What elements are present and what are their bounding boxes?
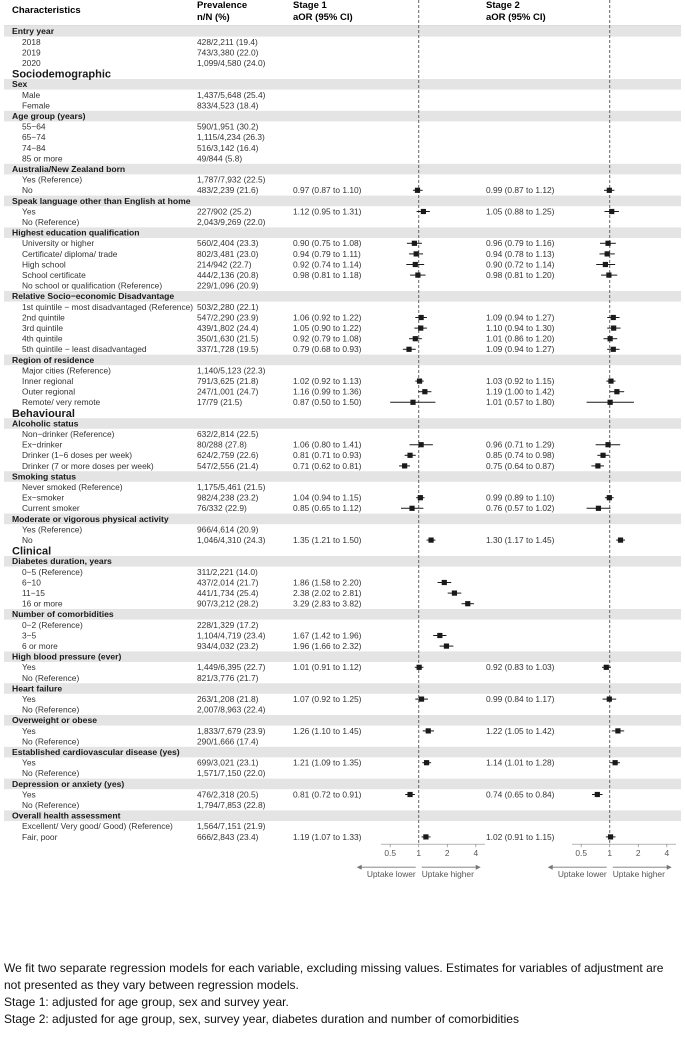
row-label: No (Reference) (22, 672, 80, 683)
prevalence-value: 632/2,814 (22.5) (197, 429, 259, 439)
stage2-point (618, 538, 623, 543)
stage2-aor-value: 1.09 (0.94 to 1.27) (486, 344, 555, 355)
stage1-point (422, 389, 427, 394)
prevalence-value: 476/2,318 (20.5) (197, 789, 259, 800)
prevalence-value: 2,043/9,269 (22.0) (197, 217, 266, 227)
row-label: Never smoked (Reference) (22, 482, 123, 492)
prevalence-value: 17/79 (21.5) (197, 397, 243, 408)
stage1-aor-value: 0.90 (0.75 to 1.08) (293, 238, 362, 249)
stage2-aor-value: 0.90 (0.72 to 1.14) (486, 259, 555, 270)
row-label: Female (22, 100, 50, 111)
stage2-point (611, 326, 616, 331)
row-label: Non−drinker (Reference) (22, 429, 115, 439)
stage1-aor-value: 0.98 (0.81 to 1.18) (293, 270, 362, 280)
stage1-tick-label: 2 (444, 848, 450, 859)
group-heading: Diabetes duration, years (12, 556, 112, 567)
group-heading: Number of comorbidities (12, 609, 114, 620)
row-label: Drinker (7 or more doses per week) (22, 460, 154, 471)
stage2-aor-value: 1.09 (0.94 to 1.27) (486, 312, 555, 323)
group-band (4, 683, 681, 694)
stage1-aor-value: 0.85 (0.65 to 1.12) (293, 503, 362, 514)
stage2-aor-value: 0.76 (0.57 to 1.02) (486, 503, 555, 514)
row-label: Yes (Reference) (22, 174, 83, 185)
stage2-point (608, 379, 613, 384)
stage2-point (614, 389, 619, 394)
stage1-point (414, 251, 419, 256)
stage1-aor-value: 1.86 (1.58 to 2.20) (293, 577, 362, 588)
stage2-aor-value: 1.01 (0.86 to 1.20) (486, 333, 555, 344)
prevalence-value: 1,833/7,679 (23.9) (197, 725, 266, 736)
prevalence-value: 1,449/6,395 (22.7) (197, 662, 266, 673)
stage1-point (406, 347, 411, 352)
stage2-point (605, 241, 610, 246)
stage2-point (607, 697, 612, 702)
section-heading: Clinical (12, 545, 52, 558)
stage2-aor-value: 0.99 (0.84 to 1.17) (486, 694, 555, 704)
prevalence-value: 1,437/5,648 (25.4) (197, 89, 266, 100)
row-label: 3rd quintile (22, 323, 63, 333)
stage1-point (413, 336, 418, 341)
group-heading: Heart failure (12, 683, 63, 694)
stage2-aor-value: 0.94 (0.78 to 1.13) (486, 248, 555, 259)
row-label: 0−5 (Reference) (22, 566, 83, 577)
stage1-arrowhead-higher (476, 865, 481, 870)
prevalence-value: 428/2,211 (19.4) (197, 36, 258, 47)
header-stage1-aor: aOR (95% CI) (293, 12, 353, 23)
stage2-aor-value: 1.14 (1.01 to 1.28) (486, 757, 555, 768)
stage2-aor-value: 1.03 (0.92 to 1.15) (486, 376, 555, 386)
stage2-aor-value: 0.98 (0.81 to 1.20) (486, 270, 555, 280)
stage2-aor-value: 0.92 (0.83 to 1.03) (486, 662, 555, 673)
row-label: School certificate (22, 270, 86, 280)
row-label: Male (22, 89, 41, 100)
header-stage2: Stage 2 (486, 0, 520, 11)
prevalence-value: 1,564/7,151 (21.9) (197, 821, 266, 832)
group-heading: High blood pressure (ever) (12, 651, 122, 662)
row-label: 11−15 (22, 588, 45, 598)
prevalence-value: 1,571/7,150 (22.0) (197, 768, 266, 779)
prevalence-value: 214/942 (22.7) (197, 259, 252, 270)
stage1-point (428, 538, 433, 543)
footnote-line-3: Stage 2: adjusted for age group, sex, survey year, diabetes duration and number of comorbidities (4, 1012, 519, 1026)
prevalence-value: 439/1,802 (24.4) (197, 323, 259, 333)
stage1-point (409, 506, 414, 511)
stage2-point (607, 188, 612, 193)
row-label: Inner regional (22, 376, 74, 386)
row-label: Yes (22, 725, 36, 736)
row-label: 55−64 (22, 121, 46, 132)
stage2-aor-value: 1.01 (0.57 to 1.80) (486, 397, 555, 408)
prevalence-value: 247/1,001 (24.7) (197, 386, 259, 397)
row-label: University or higher (22, 238, 95, 249)
stage2-tick-label: 0.5 (575, 848, 588, 859)
stage1-aor-value: 1.19 (1.07 to 1.33) (293, 831, 362, 842)
stage2-point (613, 760, 618, 765)
row-label: 74−84 (22, 142, 46, 153)
stage1-uptake-higher-label: Uptake higher (421, 869, 474, 880)
stage2-point (608, 834, 613, 839)
footnote (4, 960, 682, 1028)
row-label: Current smoker (22, 503, 80, 514)
footnote-line-2: Stage 1: adjusted for age group, sex and survey year. (4, 995, 289, 1009)
row-label: High school (22, 259, 66, 270)
group-heading: Speak language other than English at home (12, 195, 191, 206)
header-prevalence-unit: n/N (%) (197, 12, 230, 23)
row-label: No (Reference) (22, 800, 80, 810)
prevalence-value: 441/1,734 (25.4) (197, 588, 259, 598)
stage2-point (606, 273, 611, 278)
group-heading: Australia/New Zealand born (12, 164, 126, 174)
prevalence-value: 547/2,556 (21.4) (197, 460, 259, 471)
prevalence-value: 444/2,136 (20.8) (197, 270, 259, 280)
stage1-aor-value: 0.79 (0.68 to 0.93) (293, 344, 362, 355)
stage1-point (417, 665, 422, 670)
prevalence-value: 80/288 (27.8) (197, 439, 247, 450)
stage2-aor-value: 0.99 (0.89 to 1.10) (486, 492, 555, 503)
prevalence-value: 49/844 (5.8) (197, 153, 243, 164)
stage2-point (600, 453, 605, 458)
stage1-point (465, 601, 470, 606)
row-label: 2019 (22, 47, 41, 58)
section-heading: Behavioural (12, 407, 75, 420)
stage2-point (615, 728, 620, 733)
stage2-point (604, 665, 609, 670)
stage1-point (415, 273, 420, 278)
group-band (4, 471, 681, 482)
stage2-aor-value: 1.30 (1.17 to 1.45) (486, 535, 555, 545)
stage2-point (608, 336, 613, 341)
row-label: 1st quintile − most disadvantaged (Reference) (22, 301, 194, 312)
group-heading: Depression or anxiety (yes) (12, 778, 125, 789)
stage2-aor-value: 0.74 (0.65 to 0.84) (486, 789, 555, 800)
stage2-point (603, 262, 608, 267)
stage2-aor-value: 0.99 (0.87 to 1.12) (486, 185, 555, 196)
row-label: Yes (22, 789, 36, 800)
stage1-aor-value: 1.96 (1.66 to 2.32) (293, 641, 362, 651)
row-label: 2nd quintile (22, 312, 65, 323)
prevalence-value: 76/332 (22.9) (197, 503, 247, 514)
prevalence-value: 437/2,014 (21.7) (197, 577, 259, 588)
stage1-aor-value: 0.81 (0.72 to 0.91) (293, 789, 362, 800)
stage1-tick-label: 1 (416, 848, 422, 859)
row-label: Outer regional (22, 386, 76, 397)
stage1-aor-value: 1.67 (1.42 to 1.96) (293, 630, 362, 641)
row-label: Certificate/ diploma/ trade (22, 248, 118, 259)
prevalence-value: 743/3,380 (22.0) (197, 47, 259, 58)
group-heading: Established cardiovascular disease (yes) (12, 747, 180, 757)
prevalence-value: 1,099/4,580 (24.0) (197, 58, 266, 68)
stage2-arrowhead-lower (548, 865, 553, 870)
row-label: No school or qualification (Reference) (22, 280, 163, 291)
stage1-point (410, 400, 415, 405)
stage2-aor-value: 0.85 (0.74 to 0.98) (486, 450, 555, 461)
prevalence-value: 547/2,290 (23.9) (197, 312, 259, 323)
stage1-point (426, 728, 431, 733)
row-label: 0−2 (Reference) (22, 619, 83, 630)
prevalence-value: 311/2,221 (14.0) (197, 566, 258, 577)
row-label: 5th quintile − least disadvantaged (22, 344, 147, 355)
prevalence-value: 560/2,404 (23.3) (197, 238, 259, 249)
prevalence-value: 290/1,666 (17.4) (197, 736, 259, 747)
prevalence-value: 516/3,142 (16.4) (197, 142, 259, 153)
stage1-aor-value: 1.26 (1.10 to 1.45) (293, 725, 362, 736)
prevalence-value: 503/2,280 (22.1) (197, 301, 259, 312)
stage1-aor-value: 3.29 (2.83 to 3.82) (293, 598, 362, 609)
stage1-point (407, 453, 412, 458)
row-label: Yes (Reference) (22, 524, 83, 535)
stage1-point (407, 792, 412, 797)
stage1-aor-value: 0.97 (0.87 to 1.10) (293, 185, 362, 196)
stage1-point (423, 834, 428, 839)
group-heading: Overweight or obese (12, 715, 98, 726)
stage1-aor-value: 1.12 (0.95 to 1.31) (293, 206, 362, 217)
header-prevalence: Prevalence (197, 0, 248, 11)
prevalence-value: 1,046/4,310 (24.3) (197, 535, 266, 545)
row-label: Yes (22, 694, 36, 704)
prevalence-value: 982/4,238 (23.2) (197, 492, 259, 503)
header-characteristics: Characteristics (12, 5, 81, 16)
stage1-aor-value: 0.71 (0.62 to 0.81) (293, 460, 362, 471)
stage1-point (402, 463, 407, 468)
prevalence-value: 263/1,208 (21.8) (197, 694, 259, 704)
header-stage1: Stage 1 (293, 0, 327, 11)
stage2-point (605, 251, 610, 256)
prevalence-value: 350/1,630 (21.5) (197, 333, 259, 344)
stage1-point (419, 315, 424, 320)
row-label: Remote/ very remote (22, 397, 101, 408)
stage2-aor-value: 1.10 (0.94 to 1.30) (486, 323, 555, 333)
row-label: Ex−drinker (22, 439, 63, 450)
stage2-point (596, 506, 601, 511)
stage2-point (605, 442, 610, 447)
group-heading: Highest education qualification (12, 227, 140, 238)
stage2-tick-label: 1 (607, 848, 613, 859)
group-band (4, 418, 681, 429)
stage1-aor-value: 0.87 (0.50 to 1.50) (293, 397, 362, 408)
stage2-arrowhead-higher (667, 865, 672, 870)
row-label: No (Reference) (22, 217, 80, 227)
stage1-point (437, 633, 442, 638)
group-band (4, 111, 681, 122)
stage1-aor-value: 1.06 (0.80 to 1.41) (293, 439, 362, 450)
row-label: 65−74 (22, 132, 46, 143)
row-label: Excellent/ Very good/ Good) (Reference) (22, 821, 173, 832)
group-heading: Moderate or vigorous physical activity (12, 513, 169, 524)
prevalence-value: 802/3,481 (23.0) (197, 248, 259, 259)
group-heading: Overall health assessment (12, 810, 121, 821)
stage1-point (442, 580, 447, 585)
stage1-aor-value: 0.92 (0.79 to 1.08) (293, 333, 362, 344)
stage1-aor-value: 0.94 (0.79 to 1.11) (293, 248, 361, 259)
stage1-point (412, 241, 417, 246)
table-header (12, 0, 546, 23)
row-label: No (22, 535, 33, 545)
stage2-aor-value: 1.02 (0.91 to 1.15) (486, 831, 555, 842)
stage1-aor-value: 1.06 (0.92 to 1.22) (293, 312, 362, 323)
stage1-uptake-lower-label: Uptake lower (366, 869, 416, 880)
row-label: Ex−smoker (22, 492, 65, 503)
stage1-point (424, 760, 429, 765)
stage2-tick-label: 2 (635, 848, 641, 859)
stage1-aor-value: 1.21 (1.09 to 1.35) (293, 757, 362, 768)
row-label: No (Reference) (22, 736, 80, 747)
prevalence-value: 228/1,329 (17.2) (197, 619, 259, 630)
prevalence-value: 337/1,728 (19.5) (197, 344, 259, 355)
group-band (4, 355, 681, 366)
prevalence-value: 1,787/7,932 (22.5) (197, 174, 266, 185)
stage2-aor-value: 1.22 (1.05 to 1.42) (486, 725, 555, 736)
footnote-line-1: We fit two separate regression models for each variable, excluding missing values. Estimates for variables of adjustment are not presented as they vary between regression models. (4, 961, 664, 992)
prevalence-value: 2,007/8,963 (22.4) (197, 704, 266, 715)
row-label: 85 or more (22, 153, 63, 164)
stage1-point (421, 209, 426, 214)
row-label: Yes (22, 206, 36, 217)
stage1-point (418, 326, 423, 331)
stage1-point (413, 262, 418, 267)
prevalence-value: 966/4,614 (20.9) (197, 524, 259, 535)
prevalence-value: 1,140/5,123 (22.3) (197, 365, 266, 376)
stage1-point (415, 188, 420, 193)
x-axes (357, 844, 676, 879)
group-heading: Sex (12, 79, 28, 90)
prevalence-value: 907/3,212 (28.2) (197, 598, 259, 609)
row-label: 2020 (22, 58, 41, 68)
row-label: Yes (22, 662, 36, 673)
row-label: 4th quintile (22, 333, 63, 344)
prevalence-value: 1,104/4,719 (23.4) (197, 630, 266, 641)
row-label: 6−10 (22, 577, 41, 588)
row-label: 2018 (22, 36, 41, 47)
row-label: Yes (22, 757, 36, 768)
prevalence-value: 1,115/4,234 (26.3) (197, 132, 265, 143)
stage1-aor-value: 1.35 (1.21 to 1.50) (293, 535, 362, 545)
prevalence-value: 590/1,951 (30.2) (197, 121, 259, 132)
prevalence-value: 833/4,523 (18.4) (197, 100, 259, 111)
prevalence-value: 227/902 (25.2) (197, 206, 252, 217)
stage2-tick-label: 4 (664, 848, 670, 859)
stage1-aor-value: 2.38 (2.02 to 2.81) (293, 588, 362, 598)
group-heading: Smoking status (12, 471, 76, 482)
prevalence-value: 1,175/5,461 (21.5) (197, 482, 266, 492)
section-heading: Sociodemographic (12, 68, 112, 81)
group-heading: Alcoholic status (12, 418, 79, 429)
stage2-aor-value: 1.19 (1.00 to 1.42) (486, 386, 555, 397)
row-label: 6 or more (22, 641, 58, 651)
stage1-aor-value: 1.16 (0.99 to 1.36) (293, 386, 362, 397)
stage1-aor-value: 1.02 (0.92 to 1.13) (293, 376, 362, 386)
stage2-point (609, 209, 614, 214)
prevalence-value: 229/1,096 (20.9) (197, 280, 259, 291)
stage1-arrowhead-lower (357, 865, 362, 870)
stage1-tick-label: 0.5 (384, 848, 397, 859)
prevalence-value: 699/3,021 (23.1) (197, 757, 259, 768)
prevalence-value: 666/2,843 (23.4) (197, 831, 259, 842)
stage1-aor-value: 1.04 (0.94 to 1.15) (293, 492, 362, 503)
stage1-aor-value: 0.81 (0.71 to 0.93) (293, 450, 362, 461)
group-heading: Relative Socio−economic Disadvantage (12, 291, 175, 302)
stage2-aor-value: 0.96 (0.71 to 1.29) (486, 439, 555, 450)
row-label: No (Reference) (22, 768, 80, 779)
stage2-point (607, 495, 612, 500)
prevalence-value: 791/3,625 (21.8) (197, 376, 259, 386)
stage2-point (611, 347, 616, 352)
stage2-aor-value: 1.05 (0.88 to 1.25) (486, 206, 555, 217)
prevalence-value: 934/4,032 (23.2) (197, 641, 259, 651)
stage1-point (419, 442, 424, 447)
header-stage2-aor: aOR (95% CI) (486, 12, 546, 23)
row-label: Drinker (1−6 doses per week) (22, 450, 133, 461)
stage2-aor-value: 0.75 (0.64 to 0.87) (486, 460, 555, 471)
row-label: 3−5 (22, 630, 37, 641)
prevalence-value: 624/2,759 (22.6) (197, 450, 259, 461)
stage2-aor-value: 0.96 (0.79 to 1.16) (486, 238, 555, 249)
stage1-aor-value: 1.07 (0.92 to 1.25) (293, 694, 362, 704)
stage2-uptake-higher-label: Uptake higher (612, 869, 665, 880)
stage2-point (595, 463, 600, 468)
stage2-point (611, 315, 616, 320)
group-band (4, 715, 681, 726)
stage2-point (608, 400, 613, 405)
row-label: Major cities (Reference) (22, 365, 111, 376)
prevalence-value: 821/3,776 (21.7) (197, 672, 259, 683)
stage2-point (595, 792, 600, 797)
stage1-point (452, 591, 457, 596)
stage1-point (417, 379, 422, 384)
prevalence-value: 1,794/7,853 (22.8) (197, 800, 266, 810)
stage1-point (418, 495, 423, 500)
stage2-uptake-lower-label: Uptake lower (557, 869, 607, 880)
group-band (4, 26, 681, 37)
row-label: 16 or more (22, 598, 63, 609)
group-heading: Entry year (12, 26, 55, 37)
stage1-aor-value: 0.92 (0.74 to 1.14) (293, 259, 362, 270)
stage1-point (444, 644, 449, 649)
row-label: No (22, 185, 33, 196)
row-label: Fair, poor (22, 831, 58, 842)
row-label: No (Reference) (22, 704, 80, 715)
group-heading: Region of residence (12, 354, 95, 365)
stage1-point (419, 697, 424, 702)
stage1-tick-label: 4 (473, 848, 479, 859)
group-heading: Age group (years) (12, 111, 86, 121)
stage1-aor-value: 1.05 (0.90 to 1.22) (293, 323, 362, 333)
prevalence-value: 483/2,239 (21.6) (197, 185, 259, 196)
stage1-aor-value: 1.01 (0.91 to 1.12) (293, 662, 362, 673)
